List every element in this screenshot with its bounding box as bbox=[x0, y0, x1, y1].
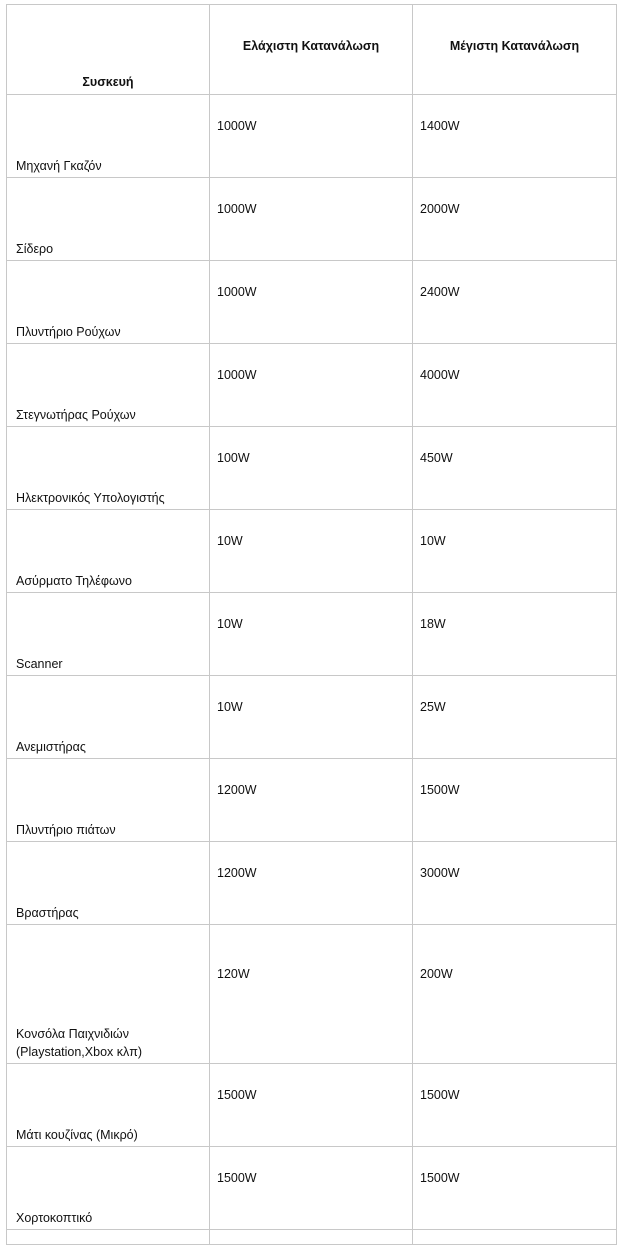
table-row bbox=[7, 593, 617, 676]
device-cell: Ασύρματο Τηλέφωνο bbox=[7, 510, 210, 593]
max-consumption-cell: 1500W bbox=[413, 1064, 617, 1147]
min-consumption-cell: 120W bbox=[210, 925, 413, 1064]
table-row bbox=[7, 510, 617, 593]
max-consumption-cell: 4000W bbox=[413, 344, 617, 427]
table-row bbox=[7, 1064, 617, 1147]
min-consumption-cell: 1000W bbox=[210, 178, 413, 261]
max-consumption-cell: 200W bbox=[413, 925, 617, 1064]
header-device: Συσκευή bbox=[7, 5, 210, 95]
empty-cell bbox=[413, 1230, 617, 1245]
max-consumption-cell: 1500W bbox=[413, 759, 617, 842]
device-cell: Βραστήρας bbox=[7, 842, 210, 925]
min-consumption-cell: 1000W bbox=[210, 344, 413, 427]
table-row bbox=[7, 261, 617, 344]
table-row bbox=[7, 1147, 617, 1230]
device-cell: Στεγνωτήρας Ρούχων bbox=[7, 344, 210, 427]
max-consumption-cell: 10W bbox=[413, 510, 617, 593]
device-cell: Ηλεκτρονικός Υπολογιστής bbox=[7, 427, 210, 510]
min-consumption-cell: 1500W bbox=[210, 1147, 413, 1230]
min-consumption-cell: 10W bbox=[210, 510, 413, 593]
table-row-partial bbox=[7, 1230, 617, 1245]
device-cell: Χορτοκοπτικό bbox=[7, 1147, 210, 1230]
table-row bbox=[7, 427, 617, 510]
max-consumption-cell: 450W bbox=[413, 427, 617, 510]
table-row bbox=[7, 759, 617, 842]
device-cell: Scanner bbox=[7, 593, 210, 676]
max-consumption-cell: 3000W bbox=[413, 842, 617, 925]
table-row bbox=[7, 95, 617, 178]
min-consumption-cell: 1000W bbox=[210, 95, 413, 178]
max-consumption-cell: 2400W bbox=[413, 261, 617, 344]
device-cell: Ανεμιστήρας bbox=[7, 676, 210, 759]
min-consumption-cell: 100W bbox=[210, 427, 413, 510]
table-row bbox=[7, 344, 617, 427]
device-cell: Κονσόλα Παιχνιδιών (Playstation,Xbox κλπ) bbox=[7, 925, 210, 1064]
min-consumption-cell: 1000W bbox=[210, 261, 413, 344]
table-row bbox=[7, 178, 617, 261]
device-cell: Πλυντήριο Ρούχων bbox=[7, 261, 210, 344]
min-consumption-cell: 1200W bbox=[210, 842, 413, 925]
header-row bbox=[7, 5, 617, 95]
max-consumption-cell: 18W bbox=[413, 593, 617, 676]
device-cell: Σίδερο bbox=[7, 178, 210, 261]
header-min-consumption: Ελάχιστη Κατανάλωση bbox=[210, 5, 413, 95]
min-consumption-cell: 10W bbox=[210, 593, 413, 676]
empty-cell bbox=[210, 1230, 413, 1245]
empty-cell bbox=[7, 1230, 210, 1245]
table-row bbox=[7, 842, 617, 925]
min-consumption-cell: 1500W bbox=[210, 1064, 413, 1147]
power-consumption-table bbox=[6, 4, 617, 1245]
min-consumption-cell: 10W bbox=[210, 676, 413, 759]
max-consumption-cell: 2000W bbox=[413, 178, 617, 261]
device-cell: Μάτι κουζίνας (Μικρό) bbox=[7, 1064, 210, 1147]
device-cell: Μηχανή Γκαζόν bbox=[7, 95, 210, 178]
header-max-consumption: Μέγιστη Κατανάλωση bbox=[413, 5, 617, 95]
min-consumption-cell: 1200W bbox=[210, 759, 413, 842]
table-row bbox=[7, 925, 617, 1064]
max-consumption-cell: 1500W bbox=[413, 1147, 617, 1230]
table-row bbox=[7, 676, 617, 759]
max-consumption-cell: 1400W bbox=[413, 95, 617, 178]
device-cell: Πλυντήριο πιάτων bbox=[7, 759, 210, 842]
max-consumption-cell: 25W bbox=[413, 676, 617, 759]
